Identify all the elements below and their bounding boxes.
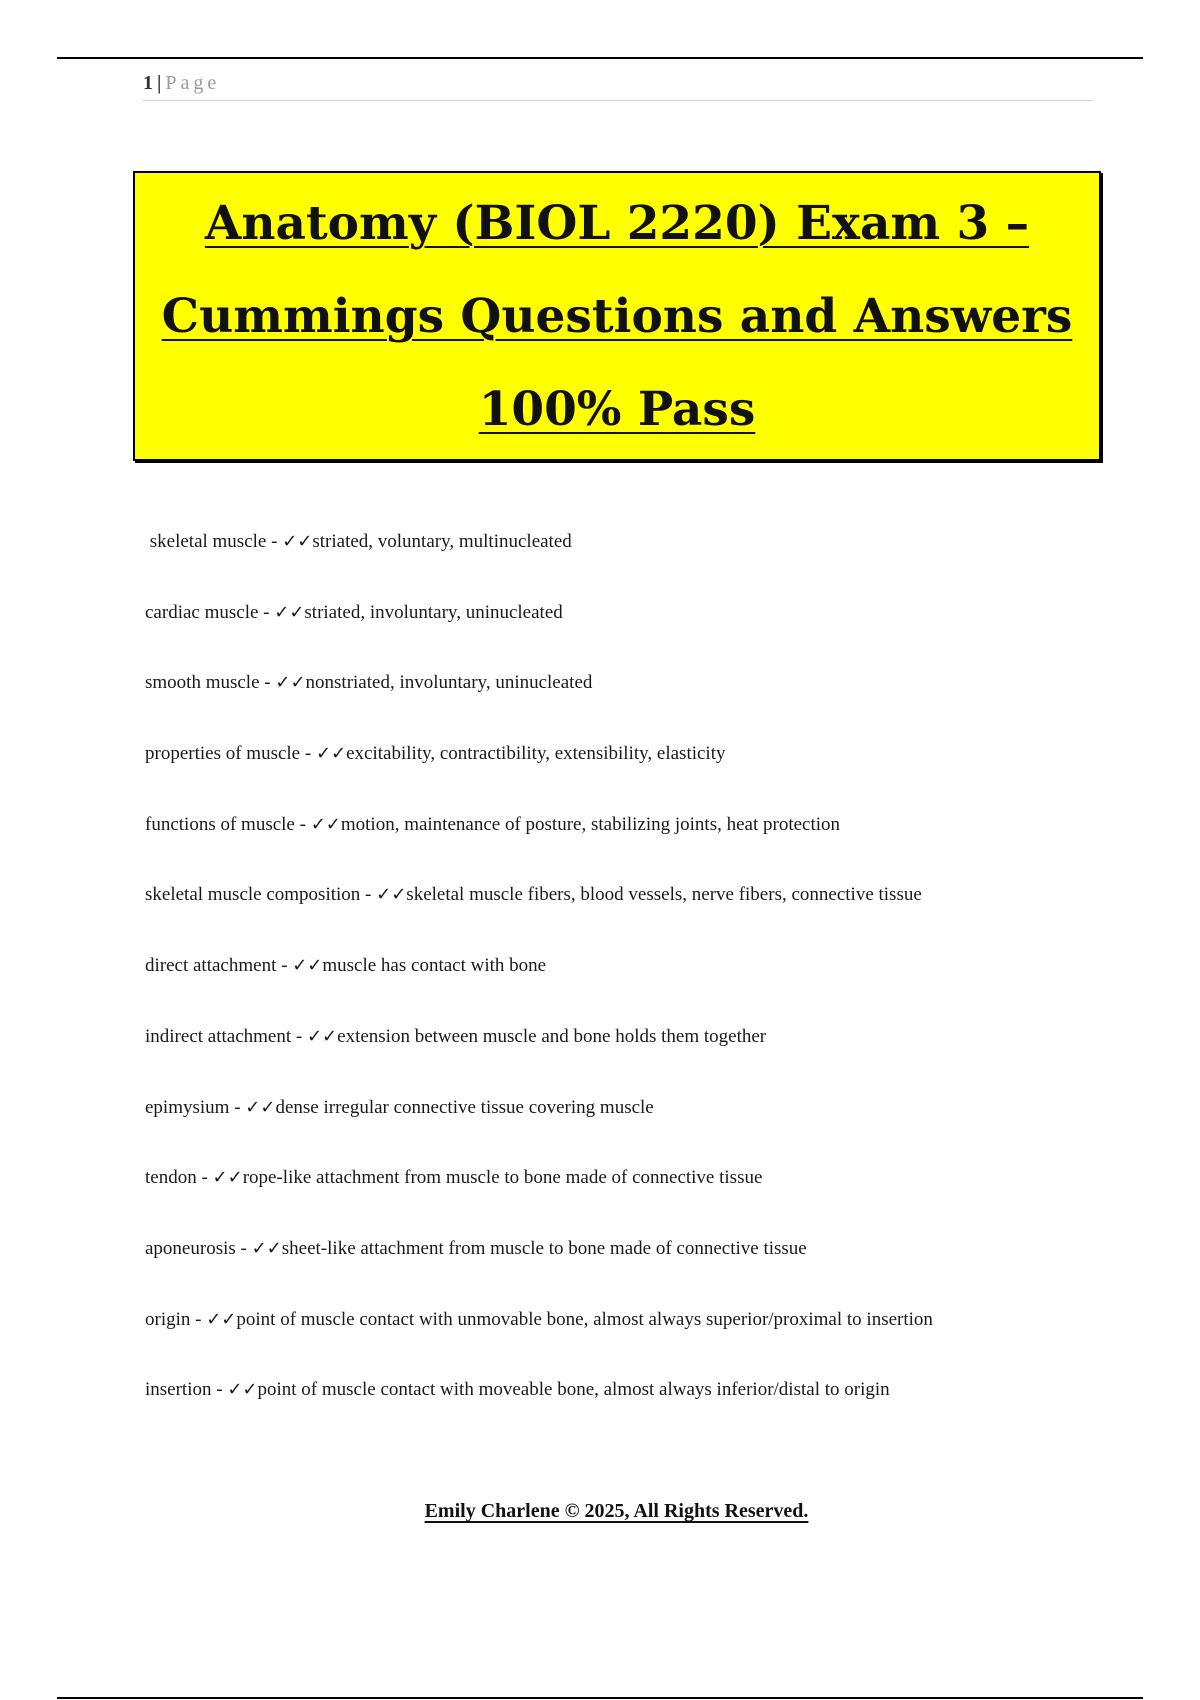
qa-list bbox=[145, 527, 1095, 1446]
page-separator: | bbox=[157, 72, 163, 94]
qa-item bbox=[145, 1163, 1095, 1234]
title-line-3: 100% Pass bbox=[478, 381, 756, 437]
qa-separator: - bbox=[190, 1308, 207, 1330]
checkmark-icon: ✓✓ bbox=[206, 1308, 237, 1330]
qa-answer: point of muscle contact with moveable bone, almost always inferior/distal to origin bbox=[257, 1379, 890, 1401]
qa-separator: - bbox=[258, 601, 275, 623]
qa-separator: - bbox=[266, 531, 283, 552]
qa-item bbox=[145, 1375, 1095, 1446]
qa-answer: striated, voluntary, multinucleated bbox=[312, 531, 572, 552]
qa-term: epimysium bbox=[145, 1096, 230, 1118]
qa-item bbox=[145, 527, 1095, 598]
checkmark-icon: ✓✓ bbox=[245, 1096, 276, 1118]
checkmark-icon: ✓✓ bbox=[227, 1379, 258, 1401]
qa-term: skeletal muscle composition bbox=[145, 884, 361, 906]
checkmark-icon: ✓✓ bbox=[315, 743, 347, 765]
qa-separator: - bbox=[294, 813, 311, 835]
qa-answer: sheet-like attachment from muscle to bone made of connective tissue bbox=[281, 1237, 807, 1259]
qa-answer: rope-like attachment from muscle to bone made of connective tissue bbox=[242, 1167, 763, 1189]
checkmark-icon: ✓✓ bbox=[274, 601, 305, 623]
checkmark-icon: ✓✓ bbox=[292, 955, 323, 977]
qa-term: indirect attachment bbox=[145, 1025, 292, 1047]
qa-term: smooth muscle bbox=[145, 672, 260, 694]
qa-separator: - bbox=[196, 1167, 213, 1189]
qa-answer: extension between muscle and bone holds them together bbox=[337, 1025, 767, 1047]
qa-answer: skeletal muscle fibers, blood vessels, nerve fibers, connective tissue bbox=[406, 884, 922, 906]
qa-separator: - bbox=[300, 743, 316, 765]
checkmark-icon: ✓✓ bbox=[306, 1025, 338, 1047]
copyright-text: Emily Charlene © 2025, All Rights Reserved. bbox=[424, 1500, 809, 1522]
qa-term: insertion bbox=[145, 1379, 212, 1401]
checkmark-icon: ✓✓ bbox=[376, 884, 407, 906]
checkmark-icon: ✓✓ bbox=[212, 1167, 243, 1189]
qa-item bbox=[145, 1093, 1095, 1164]
page-number: 1 bbox=[143, 72, 154, 94]
qa-separator: - bbox=[235, 1237, 252, 1259]
bottom-rule bbox=[57, 1697, 1143, 1699]
qa-answer: point of muscle contact with unmovable bone, almost always superior/proximal to insertion bbox=[236, 1308, 933, 1330]
qa-term: cardiac muscle bbox=[145, 601, 259, 623]
qa-answer: motion, maintenance of posture, stabilizing joints, heat protection bbox=[340, 813, 841, 835]
qa-item bbox=[145, 1022, 1095, 1093]
footer bbox=[0, 1500, 1200, 1523]
qa-term: skeletal muscle bbox=[145, 531, 267, 552]
qa-item bbox=[145, 810, 1095, 881]
qa-item bbox=[145, 739, 1095, 810]
qa-separator: - bbox=[276, 955, 293, 977]
page-header bbox=[143, 72, 1093, 101]
checkmark-icon: ✓✓ bbox=[310, 813, 341, 835]
qa-term: properties of muscle bbox=[145, 743, 301, 765]
qa-item bbox=[145, 1305, 1095, 1376]
checkmark-icon: ✓✓ bbox=[251, 1237, 282, 1259]
qa-answer: muscle has contact with bone bbox=[322, 955, 547, 977]
checkmark-icon: ✓✓ bbox=[282, 531, 313, 552]
qa-term: aponeurosis bbox=[145, 1237, 236, 1259]
qa-separator: - bbox=[360, 884, 377, 906]
qa-answer: excitability, contractibility, extensibility, elasticity bbox=[346, 743, 726, 765]
qa-answer: striated, involuntary, uninucleated bbox=[304, 601, 563, 623]
qa-term: tendon bbox=[145, 1167, 197, 1189]
qa-item bbox=[145, 880, 1095, 951]
qa-separator: - bbox=[211, 1379, 228, 1401]
qa-separator: - bbox=[229, 1096, 246, 1118]
qa-term: functions of muscle bbox=[145, 813, 295, 835]
top-rule bbox=[57, 57, 1143, 59]
page-label: Page bbox=[165, 72, 221, 94]
title-line-2: Cummings Questions and Answers bbox=[161, 288, 1073, 344]
qa-term: origin bbox=[145, 1308, 191, 1330]
qa-item bbox=[145, 951, 1095, 1022]
qa-item bbox=[145, 598, 1095, 669]
qa-item bbox=[145, 668, 1095, 739]
qa-separator: - bbox=[259, 672, 276, 694]
qa-answer: nonstriated, involuntary, uninucleated bbox=[305, 672, 593, 694]
qa-term: direct attachment bbox=[145, 955, 277, 977]
title-line-1: Anatomy (BIOL 2220) Exam 3 – bbox=[204, 195, 1030, 251]
title-box bbox=[133, 171, 1101, 461]
qa-answer: dense irregular connective tissue covering muscle bbox=[275, 1096, 654, 1118]
qa-item bbox=[145, 1234, 1095, 1305]
qa-separator: - bbox=[291, 1025, 307, 1047]
checkmark-icon: ✓✓ bbox=[275, 672, 306, 694]
